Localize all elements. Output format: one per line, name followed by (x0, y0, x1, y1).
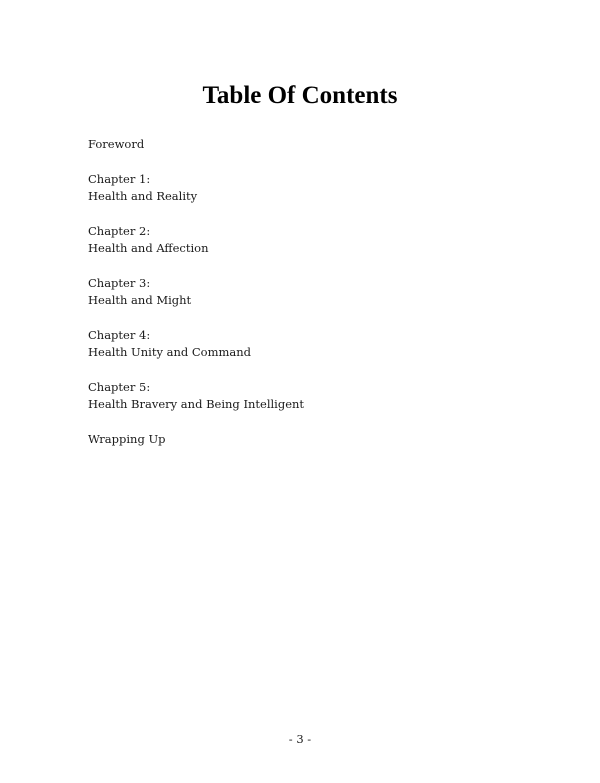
toc-entry-chapter-4 (88, 327, 528, 361)
toc-entry-foreword (88, 136, 528, 153)
toc-entry-chapter-3 (88, 275, 528, 309)
table-of-contents (88, 136, 528, 466)
chapter-label: Chapter 1: (88, 172, 151, 186)
toc-wrapping-up-title: Wrapping Up (88, 432, 166, 446)
toc-foreword-title: Foreword (88, 137, 145, 151)
chapter-label: Chapter 4: (88, 328, 151, 342)
chapter-title: Health and Affection (88, 241, 209, 255)
chapter-label: Chapter 5: (88, 380, 151, 394)
chapter-label: Chapter 2: (88, 224, 151, 238)
chapter-title: Health and Might (88, 293, 192, 307)
toc-entry-chapter-2 (88, 223, 528, 257)
chapter-title: Health and Reality (88, 189, 198, 203)
toc-entry-chapter-1 (88, 171, 528, 205)
chapter-label: Chapter 3: (88, 276, 151, 290)
chapter-title: Health Unity and Command (88, 345, 252, 359)
chapter-title: Health Bravery and Being Intelligent (88, 397, 305, 411)
page-number: - 3 - (288, 732, 312, 746)
toc-entry-wrapping-up (88, 431, 528, 448)
toc-entry-chapter-5 (88, 379, 528, 413)
page-title: Table Of Contents (202, 82, 398, 109)
